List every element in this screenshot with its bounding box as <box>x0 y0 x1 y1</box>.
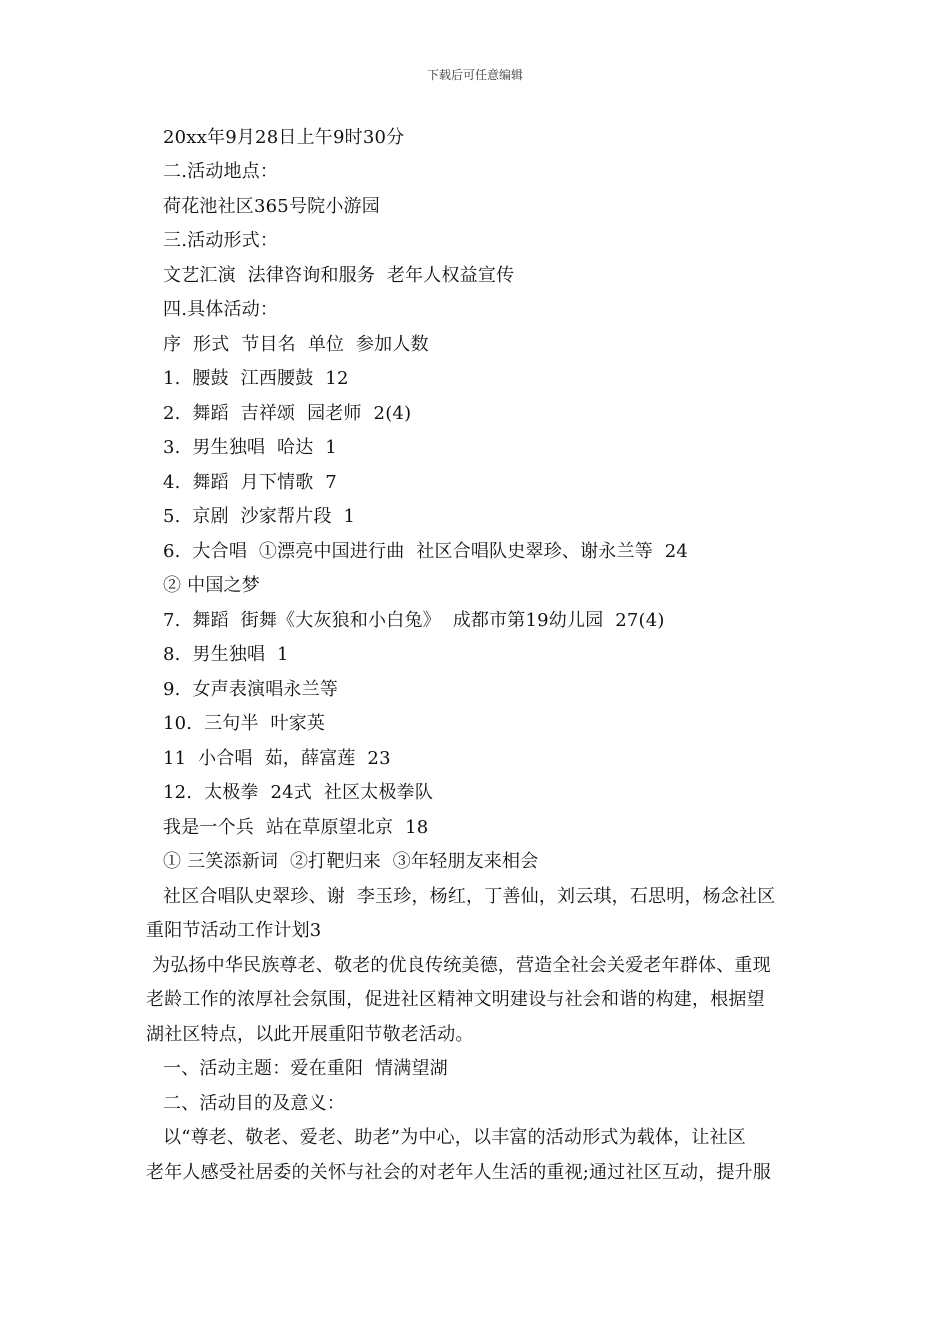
text-line-27: 湖社区特点，以此开展重阳节敬老活动。 <box>146 1024 474 1045</box>
text-line-5: 文艺汇演 法律咨询和服务 老年人权益宣传 <box>163 265 515 286</box>
text-line-15: 7. 舞蹈 街舞《大灰狼和小白兔》 成都市第19幼儿园 27(4) <box>163 610 665 631</box>
text-line-28: 一、活动主题：爱在重阳 情满望湖 <box>163 1058 448 1079</box>
text-line-10: 3. 男生独唱 哈达 1 <box>163 437 337 458</box>
text-line-29: 二、活动目的及意义： <box>163 1093 345 1114</box>
text-line-1: 20xx年9月28日上午9时30分 <box>163 127 405 148</box>
text-line-6: 四.具体活动： <box>163 299 279 320</box>
page-header: 下载后可任意编辑 <box>426 68 523 82</box>
text-line-18: 10. 三句半 叶家英 <box>163 713 326 734</box>
text-line-13: 6. 大合唱 ①漂亮中国进行曲 社区合唱队史翠珍、谢永兰等 24 <box>163 541 689 562</box>
text-line-26: 老龄工作的浓厚社会氛围，促进社区精神文明建设与社会和谐的构建，根据望 <box>146 989 765 1010</box>
text-line-12: 5. 京剧 沙家帮片段 1 <box>163 506 356 527</box>
text-line-24: 重阳节活动工作计划3 <box>146 920 322 941</box>
text-line-11: 4. 舞蹈 月下情歌 7 <box>163 472 337 493</box>
text-line-16: 8. 男生独唱 1 <box>163 644 289 665</box>
text-line-7: 序 形式 节目名 单位 参加人数 <box>163 334 429 355</box>
text-line-19: 11 小合唱 茹，薛富莲 23 <box>163 748 391 769</box>
text-line-8: 1. 腰鼓 江西腰鼓 12 <box>163 368 349 389</box>
text-line-30: 以“尊老、敬老、爱老、助老”为中心，以丰富的活动形式为载体，让社区 <box>163 1127 747 1148</box>
text-line-2: 二.活动地点： <box>163 161 279 182</box>
text-line-22: ① 三笑添新词 ②打靶归来 ③年轻朋友来相会 <box>163 851 539 872</box>
text-line-25: 为弘扬中华民族尊老、敬老的优良传统美德，营造全社会关爱老年群体、重现 <box>152 955 771 976</box>
text-line-20: 12. 太极拳 24式 社区太极拳队 <box>163 782 434 803</box>
text-line-17: 9. 女声表演唱永兰等 <box>163 679 339 700</box>
text-line-14: ② 中国之梦 <box>163 575 260 596</box>
text-line-9: 2. 舞蹈 吉祥颂 园老师 2(4) <box>163 403 412 424</box>
text-line-3: 荷花池社区365号院小游园 <box>163 196 380 217</box>
text-line-21: 我是一个兵 站在草原望北京 18 <box>163 817 429 838</box>
text-line-4: 三.活动形式： <box>163 230 279 251</box>
text-line-23: 社区合唱队史翠珍、谢 李玉珍，杨红，丁善仙，刘云琪，石思明，杨念社区 <box>163 886 776 907</box>
text-line-31: 老年人感受社居委的关怀与社会的对老年人生活的重视;通过社区互动，提升服 <box>146 1162 772 1183</box>
